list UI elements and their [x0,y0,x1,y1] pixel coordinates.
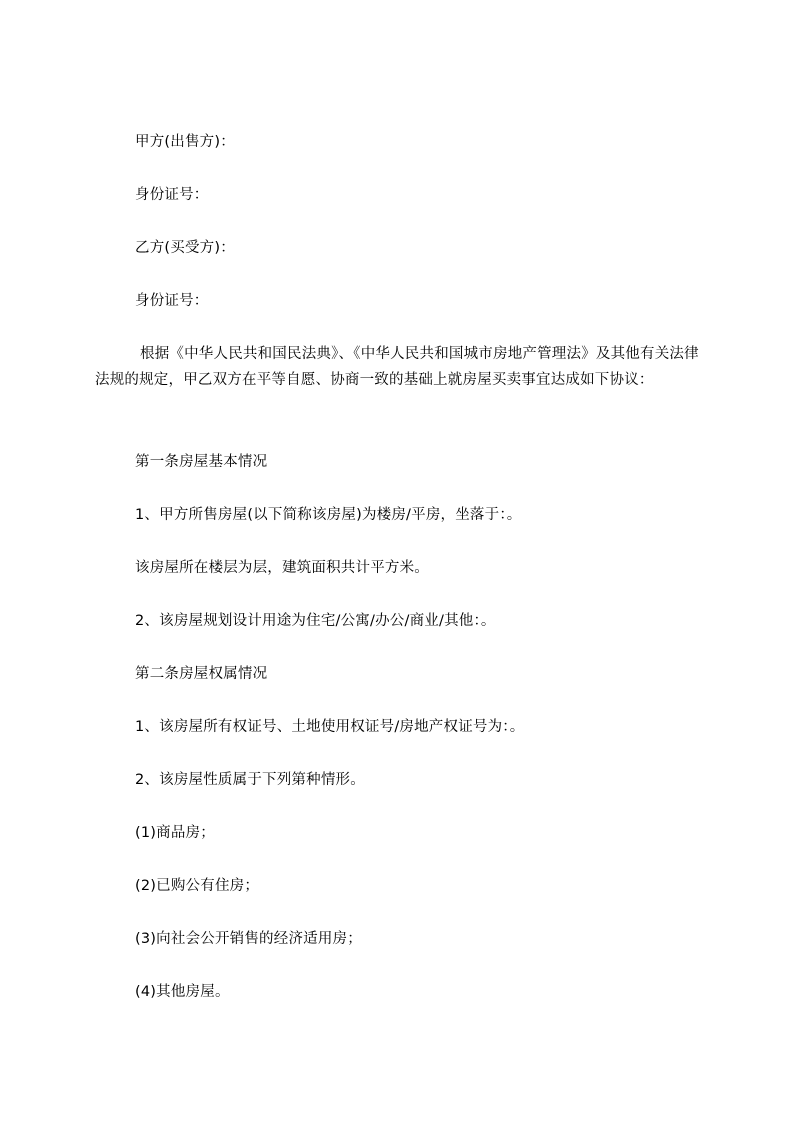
preamble-paragraph: 根据《中华人民共和国民法典》、《中华人民共和国城市房地产管理法》及其他有关法律法规的规定，甲乙双方在平等自愿、协商一致的基础上就房屋买卖事宜达成如下协议： [95,346,699,388]
property-type-option-2: (2)已购公有住房； [135,878,260,894]
article-2-clause-2: 2、该房屋性质属于下列第种情形。 [135,772,365,788]
article-1-clause-2: 2、该房屋规划设计用途为住宅/公寓/办公/商业/其他：。 [135,613,496,629]
seller-party-label: 甲方(出售方)： [135,134,235,150]
buyer-id-label: 身份证号： [135,293,209,309]
seller-id-label: 身份证号： [135,187,209,203]
property-type-option-4: (4)其他房屋。 [135,984,230,1000]
buyer-party-label: 乙方(买受方)： [135,240,235,256]
article-2-clause-1: 1、该房屋所有权证号、土地使用权证号/房地产权证号为：。 [135,719,525,735]
property-type-option-3: (3)向社会公开销售的经济适用房； [135,931,362,947]
article-1-clause-1: 1、甲方所售房屋(以下简称该房屋)为楼房/平房，坐落于：。 [135,507,522,523]
article-1-floor-area: 该房屋所在楼层为层，建筑面积共计平方米。 [135,560,429,576]
article-2-heading: 第二条房屋权属情况 [135,666,268,682]
property-type-option-1: (1)商品房； [135,825,215,841]
article-1-heading: 第一条房屋基本情况 [135,454,268,470]
